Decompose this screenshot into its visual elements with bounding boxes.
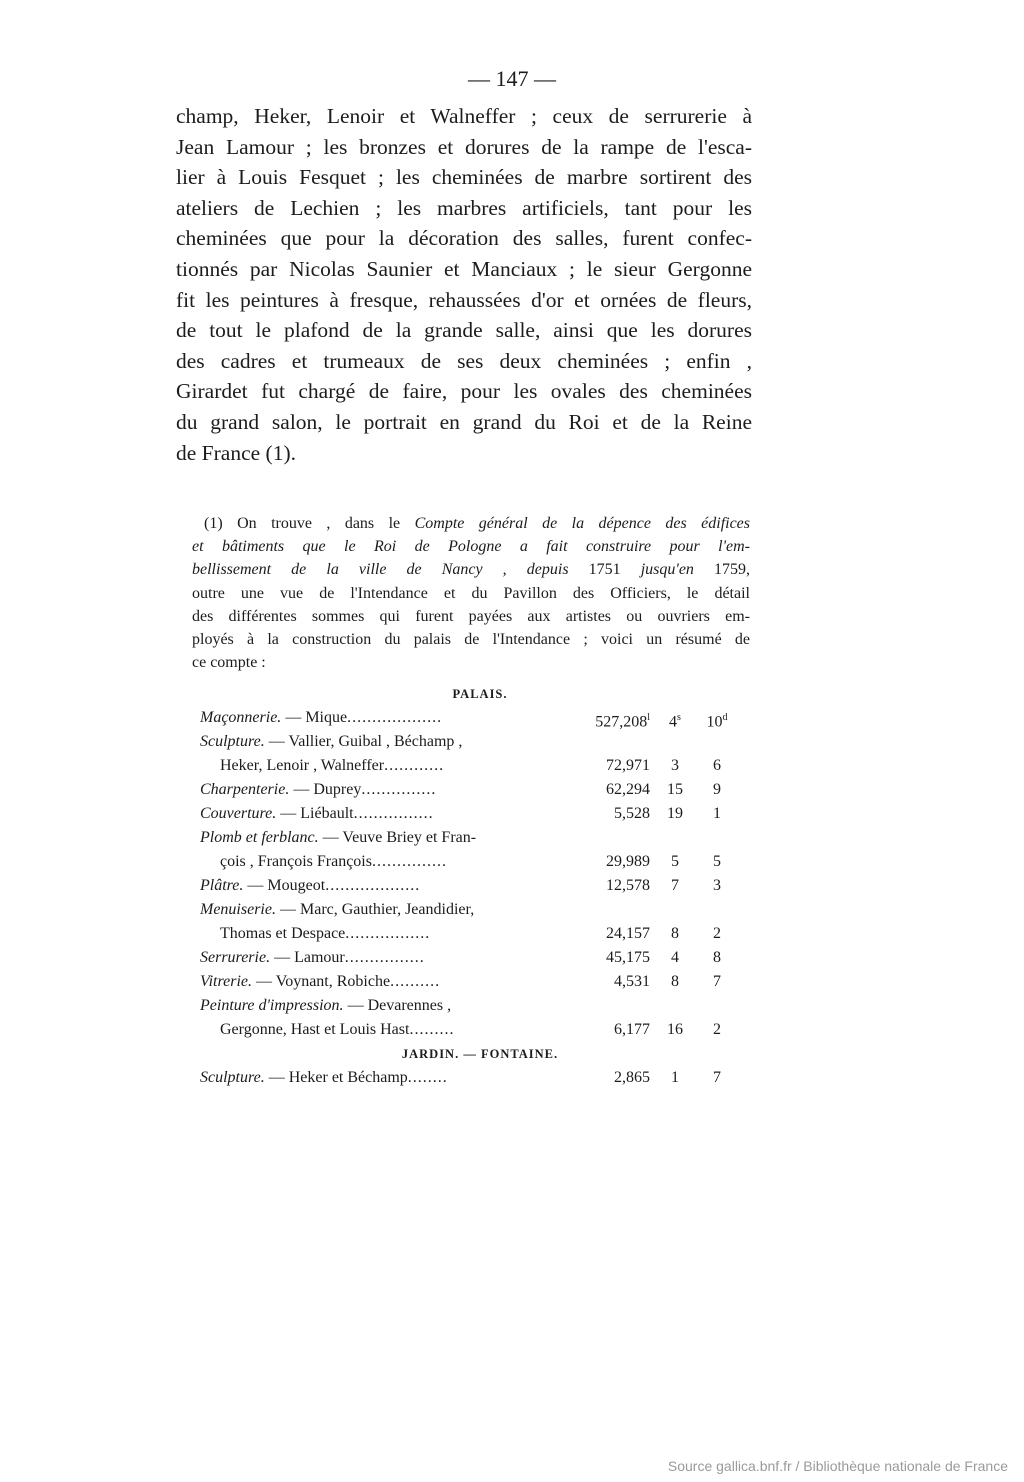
entry-deniers-value: 10 [706, 713, 723, 731]
body-line: tionnés par Nicolas Saunier et Manciaux ; le sieur Gergonne [176, 256, 752, 281]
entry-deniers [700, 754, 734, 778]
entry-sous [660, 874, 690, 898]
account-entry-continuation [200, 754, 760, 778]
entry-sous [660, 1066, 690, 1090]
entry-trade: Menuiserie. [200, 901, 276, 918]
entry-trade: Serrurerie. [200, 949, 271, 966]
entry-livres [614, 802, 650, 826]
entry-label [200, 730, 462, 754]
footnote [192, 512, 750, 674]
entry-sous-unit: s [677, 712, 681, 723]
entry-label [200, 826, 476, 850]
entry-names: — Voynant, Robiche [251, 973, 391, 990]
footnote-title: Compte général de la dépence des édifices [414, 515, 751, 532]
entry-deniers-value: 9 [713, 781, 721, 798]
body-text [176, 101, 752, 468]
entry-sous [660, 946, 690, 970]
section-heading-palais: PALAIS. [452, 687, 508, 701]
body-line: cheminées que pour la décoration des salles, furent confec- [176, 226, 752, 251]
entry-livres [606, 946, 650, 970]
entry-label [220, 754, 444, 778]
account-entry [200, 802, 760, 826]
entry-livres-value: 45,175 [606, 949, 650, 966]
entry-deniers [700, 874, 734, 898]
entry-deniers [700, 946, 734, 970]
entry-trade: Couverture. [200, 805, 277, 822]
entry-label [200, 874, 420, 898]
entry-dots: ................ [344, 949, 425, 966]
entry-deniers-value: 5 [713, 853, 721, 870]
entry-deniers [700, 922, 734, 946]
entry-deniers [700, 778, 734, 802]
entry-label [220, 922, 430, 946]
account-entry-continuation [200, 922, 760, 946]
entry-names: — Duprey [289, 781, 362, 798]
entry-deniers [700, 850, 734, 874]
entry-deniers-value: 1 [713, 805, 721, 822]
entry-sous-value: 16 [667, 1021, 683, 1038]
footnote-marker: (1) [204, 515, 223, 532]
entry-trade: Vitrerie. [200, 973, 252, 990]
palais-rows [200, 706, 760, 1042]
footnote-year-start: 1751 [588, 561, 621, 579]
entry-livres-value: 62,294 [606, 781, 650, 798]
footnote-depuis: depuis [526, 561, 569, 579]
entry-deniers-value: 2 [713, 1021, 721, 1038]
entry-livres-value: 5,528 [614, 805, 650, 822]
entry-label [200, 802, 434, 826]
entry-names: — Lamour [270, 949, 345, 966]
entry-trade: Sculpture. [200, 1069, 265, 1086]
account-entry [200, 970, 760, 994]
entry-livres-unit: l [647, 712, 650, 723]
entry-dots: ............... [361, 781, 437, 798]
entry-livres-value: 24,157 [606, 925, 650, 942]
entry-sous-value: 4 [671, 949, 679, 966]
entry-livres-value: 2,865 [614, 1069, 650, 1086]
entry-sous-value: 7 [671, 877, 679, 894]
body-line: de France (1). [176, 440, 296, 465]
footnote-line: ce compte : [192, 654, 266, 672]
body-line: des cadres et trumeaux de ses deux cheminées ; enfin , [176, 348, 752, 373]
entry-trade: Peinture d'impression. [200, 997, 344, 1014]
entry-cont: Heker, Lenoir , Walneffer [220, 757, 385, 774]
body-line: ateliers de Lechien ; les marbres artificiels, tant pour les [176, 195, 752, 220]
entry-cont: çois , François François [220, 853, 372, 870]
entry-livres [614, 970, 650, 994]
entry-sous-value: 5 [671, 853, 679, 870]
entry-deniers-value: 8 [713, 949, 721, 966]
entry-sous [660, 754, 690, 778]
entry-label [200, 706, 442, 730]
entry-deniers-value: 3 [713, 877, 721, 894]
entry-sous-value: 8 [671, 973, 679, 990]
entry-livres [606, 922, 650, 946]
entry-label [200, 994, 451, 1018]
account-entry [200, 778, 760, 802]
entry-names: — Veuve Briey et Fran- [318, 829, 477, 846]
entry-names: — Vallier, Guibal , Béchamp , [264, 733, 463, 750]
entry-dots: ................. [345, 925, 431, 942]
jardin-rows [200, 1066, 760, 1090]
entry-deniers [700, 1018, 734, 1042]
footnote-line [192, 512, 750, 535]
entry-label [200, 898, 474, 922]
entry-livres-value: 72,971 [606, 757, 650, 774]
account-entry [200, 898, 760, 922]
entry-livres [606, 874, 650, 898]
entry-cont: Gergonne, Hast et Louis Hast [220, 1021, 410, 1038]
entry-label [200, 1066, 448, 1090]
entry-sous-value: 19 [667, 805, 683, 822]
entry-deniers-value: 2 [713, 925, 721, 942]
entry-cont: Thomas et Despace [220, 925, 346, 942]
entry-label [220, 850, 447, 874]
entry-names: — Marc, Gauthier, Jeandidier, [275, 901, 475, 918]
entry-names: — Devarennes , [343, 997, 452, 1014]
entry-trade: Sculpture. [200, 733, 265, 750]
body-line: lier à Louis Fesquet ; les cheminées de marbre sortirent des [176, 165, 752, 190]
account-entry [200, 730, 760, 754]
page-number: — 147 — [468, 66, 556, 91]
entry-livres [614, 1066, 650, 1090]
entry-livres-value: 12,578 [606, 877, 650, 894]
body-line: du grand salon, le portrait en grand du Roi et de la Reine [176, 409, 752, 434]
entry-deniers-unit: d [722, 712, 728, 723]
entry-sous-value: 4 [669, 713, 678, 731]
body-line: fit les peintures à fresque, rehaussées d'or et ornées de fleurs, [176, 287, 752, 312]
entry-names: — Liébault [276, 805, 354, 822]
entry-label [200, 778, 436, 802]
entry-sous-value: 3 [671, 757, 679, 774]
entry-deniers-value: 7 [713, 1069, 721, 1086]
entry-label [220, 1018, 454, 1042]
account-entry [200, 874, 760, 898]
entry-trade: Charpenterie. [200, 781, 290, 798]
body-line: Girardet fut chargé de faire, pour les ovales des cheminées [176, 379, 752, 404]
entry-livres [606, 754, 650, 778]
footnote-jusquen: jusqu'en [640, 561, 694, 579]
footnote-line [192, 558, 750, 581]
entry-livres-value: 4,531 [614, 973, 650, 990]
account-entry-continuation [200, 850, 760, 874]
entry-label [200, 946, 425, 970]
entry-sous [660, 802, 690, 826]
entry-dots: ............... [371, 853, 447, 870]
entry-dots: .......... [390, 973, 441, 990]
footnote-intro: On trouve , dans le [237, 515, 401, 532]
entry-dots: ................... [325, 877, 421, 894]
footnote-line: ployés à la construction du palais de l'Intendance ; voici un résumé de [192, 630, 750, 648]
entry-deniers-value: 7 [713, 973, 721, 990]
entry-sous [660, 1018, 690, 1042]
footnote-title: et bâtiments que le Roi de Pologne a fait construire pour l'em- [192, 538, 750, 556]
entry-sous [660, 922, 690, 946]
entry-dots: ................... [347, 709, 443, 726]
entry-sous-value: 15 [667, 781, 683, 798]
section-heading-jardin: JARDIN. — FONTAINE. [401, 1047, 559, 1061]
entry-sous-value: 1 [671, 1069, 679, 1086]
source-credit: Source gallica.bnf.fr / Bibliothèque nationale de France [667, 1458, 1008, 1474]
footnote-line: des différentes sommes qui furent payées aux artistes ou ouvriers em- [192, 607, 750, 625]
entry-livres-value: 527,208 [595, 713, 648, 731]
entry-livres-value: 29,989 [606, 853, 650, 870]
entry-label [200, 970, 440, 994]
entry-deniers [700, 802, 734, 826]
account-entry-continuation [200, 1018, 760, 1042]
entry-livres [606, 778, 650, 802]
account-entry [200, 994, 760, 1018]
account-entry [200, 1066, 760, 1090]
entry-trade: Plomb et ferblanc. [200, 829, 319, 846]
footnote-title: bellissement de la ville de Nancy , [192, 561, 507, 579]
footnote-year-end: 1759, [714, 561, 751, 579]
entry-trade: Plâtre. [200, 877, 244, 894]
account-entry [200, 826, 760, 850]
accounts-table [200, 682, 760, 1090]
body-line: de tout le plafond de la grande salle, ainsi que les dorures [176, 318, 752, 343]
entry-deniers-value: 6 [713, 757, 721, 774]
entry-livres-value: 6,177 [614, 1021, 650, 1038]
footnote-line [192, 535, 750, 558]
entry-sous [660, 970, 690, 994]
body-line: Jean Lamour ; les bronzes et dorures de la rampe de l'esca- [176, 134, 752, 159]
entry-trade: Maçonnerie. [200, 709, 282, 726]
body-line: champ, Heker, Lenoir et Walneffer ; ceux de serrurerie à [176, 104, 752, 128]
entry-sous [660, 850, 690, 874]
entry-sous [660, 778, 690, 802]
entry-names: — Mique [281, 709, 348, 726]
entry-names: — Mougeot [243, 877, 326, 894]
entry-sous-value: 8 [671, 925, 679, 942]
account-entry [200, 706, 760, 730]
footnote-line: outre une vue de l'Intendance et du Pavillon des Officiers, le détail [192, 584, 750, 602]
entry-dots: ......... [409, 1021, 455, 1038]
entry-livres [606, 850, 650, 874]
entry-dots: ........ [407, 1069, 448, 1086]
entry-dots: ............ [384, 757, 445, 774]
entry-dots: ................ [353, 805, 434, 822]
entry-deniers [700, 970, 734, 994]
entry-names: — Heker et Béchamp [264, 1069, 408, 1086]
entry-livres [614, 1018, 650, 1042]
entry-deniers [700, 1066, 734, 1090]
account-entry [200, 946, 760, 970]
